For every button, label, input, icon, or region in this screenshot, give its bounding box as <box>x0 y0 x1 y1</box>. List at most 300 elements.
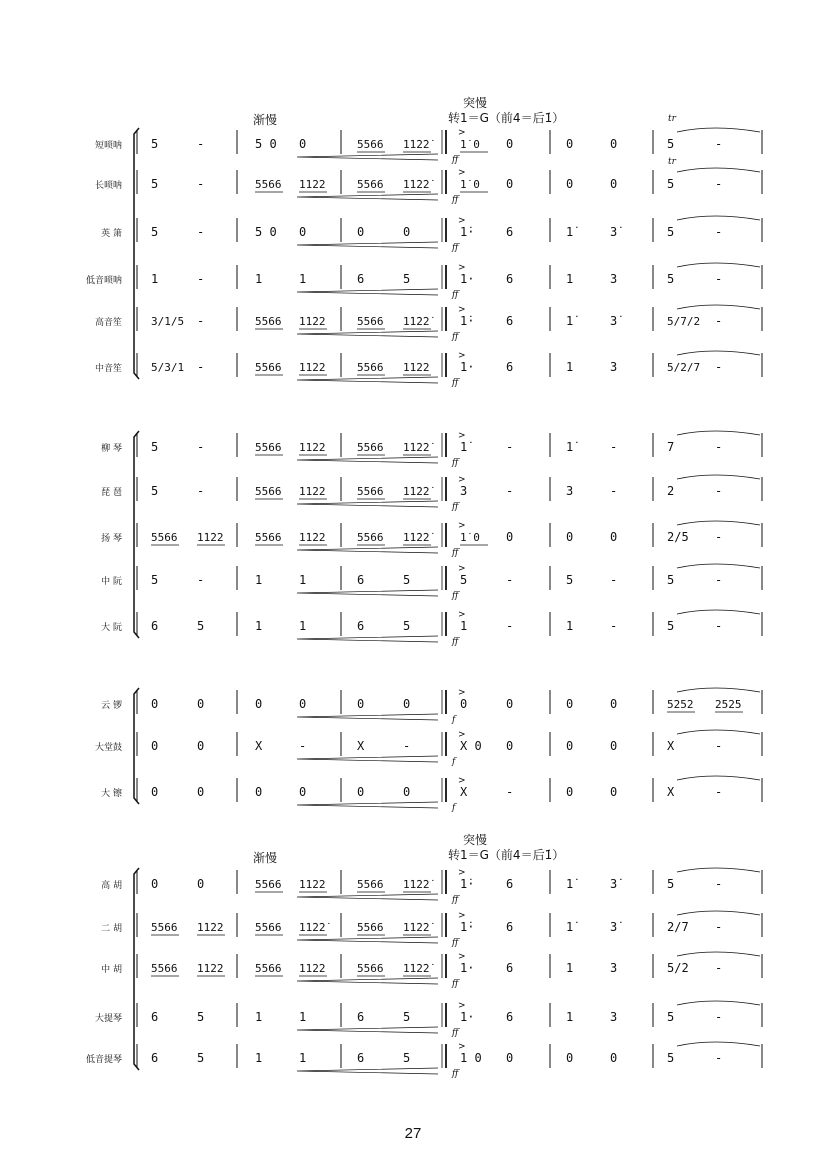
note-token: 1̇1̇2̇2̇ <box>403 962 430 975</box>
note-token: 1 <box>255 573 263 587</box>
crescendo-hairpin <box>297 289 438 295</box>
staff-row <box>86 1042 762 1079</box>
note-token: 6 <box>151 1010 159 1024</box>
note-token: 5252 <box>667 698 694 711</box>
staff-row <box>101 564 762 601</box>
instrument-label: 云 锣 <box>101 701 122 711</box>
note-token: 0 <box>151 739 159 753</box>
staff-row <box>95 305 762 342</box>
tie-slur <box>677 564 760 568</box>
note-token: 1̇1̇2̇2̇ <box>403 878 430 891</box>
note-token: 0 <box>506 697 514 711</box>
note-token: 1̇ <box>460 440 468 454</box>
note-token: 5 <box>667 619 675 633</box>
note-token: - <box>610 619 618 633</box>
instrument-label: 高 胡 <box>101 881 122 891</box>
note-token: 0 <box>506 1051 514 1065</box>
note-token: X <box>255 739 263 753</box>
note-token: - <box>715 272 723 286</box>
note-token: 0 <box>506 177 514 191</box>
accent-mark: > <box>458 216 466 226</box>
note-token: 5 <box>403 1010 411 1024</box>
note-token: 5566 <box>357 178 384 191</box>
note-token: 5566 <box>255 962 282 975</box>
note-token: 5566 <box>151 921 178 934</box>
note-token: 5566 <box>255 921 282 934</box>
tie-slur <box>677 610 760 614</box>
note-token: 1· <box>460 272 475 286</box>
note-token: 5 <box>403 1051 411 1065</box>
dynamic-mark: ff <box>452 591 459 601</box>
dynamic-mark: ff <box>452 637 459 647</box>
staff-row <box>101 868 762 905</box>
note-token: 5566 <box>357 315 384 328</box>
crescendo-hairpin <box>297 547 438 553</box>
note-token: 5 <box>460 573 468 587</box>
note-token: - <box>197 225 205 239</box>
note-token: - <box>610 484 618 498</box>
note-token: - <box>715 920 723 934</box>
note-token: 5566 <box>151 962 178 975</box>
note-token: 1̇ <box>566 440 574 454</box>
note-token: 6 <box>506 314 514 328</box>
instrument-group-bowed <box>86 868 762 1079</box>
note-token: 1 <box>255 1051 263 1065</box>
tie-slur <box>677 216 760 220</box>
accent-mark: > <box>458 776 466 786</box>
note-token: 5 <box>197 1051 205 1065</box>
note-token: 0 <box>610 1051 618 1065</box>
key-change-mark: 转1＝G（前4＝后1̇） <box>448 848 565 862</box>
note-token: 0 <box>566 697 574 711</box>
instrument-label: 中 阮 <box>101 577 122 587</box>
tie-slur <box>677 868 760 872</box>
instrument-label: 二 胡 <box>101 924 122 934</box>
note-token: 5 <box>403 573 411 587</box>
note-token: 5566 <box>357 921 384 934</box>
accent-mark: > <box>458 168 466 178</box>
note-token: 5566 <box>255 441 282 454</box>
note-token: 5566 <box>357 138 384 151</box>
group-bracket <box>134 128 139 379</box>
note-token: 1̇1̇2̇2̇ <box>403 921 430 934</box>
note-token: 3̇ <box>610 225 618 239</box>
crescendo-hairpin <box>297 636 438 642</box>
dynamic-mark: f <box>452 757 456 767</box>
note-token: 5 <box>667 137 675 151</box>
instrument-group-plucked <box>101 431 762 647</box>
instrument-label: 大堂鼓 <box>94 743 122 753</box>
note-token: - <box>715 360 723 374</box>
instrument-group-winds <box>86 128 762 388</box>
instrument-label: 长唢呐 <box>94 181 122 191</box>
note-token: 1̇ <box>566 920 574 934</box>
accent-mark: > <box>458 305 466 315</box>
note-token: - <box>197 484 205 498</box>
note-token: 5566 <box>255 485 282 498</box>
tie-slur <box>677 911 760 915</box>
note-token: 3 <box>460 484 468 498</box>
note-token: 1 <box>460 619 468 633</box>
tie-slur <box>677 688 760 692</box>
note-token: 0 <box>566 739 574 753</box>
note-token: 3 <box>610 1010 618 1024</box>
note-token: 1̇1̇22 <box>197 531 224 544</box>
note-token: 1122 <box>299 485 326 498</box>
dynamic-mark: ff <box>452 290 459 300</box>
instrument-label: 短唢呐 <box>94 141 122 151</box>
note-token: 1 <box>566 272 574 286</box>
tie-slur <box>677 431 760 435</box>
note-token: 1 <box>299 1051 307 1065</box>
note-token: - <box>197 573 205 587</box>
note-token: 3 <box>610 272 618 286</box>
note-token: - <box>715 137 723 151</box>
crescendo-hairpin <box>297 756 438 762</box>
note-token: 1 <box>299 573 307 587</box>
note-token: 1122 <box>299 441 326 454</box>
note-token: 0 <box>357 225 365 239</box>
page-number: 27 <box>404 1125 422 1142</box>
note-token: 1 0 <box>460 1051 482 1065</box>
note-token: 5566 <box>151 531 178 544</box>
accent-mark: > <box>458 688 466 698</box>
note-token: 1· <box>460 961 475 975</box>
note-token: 3̇ <box>610 314 618 328</box>
note-token: 1 <box>566 1010 574 1024</box>
dynamic-mark: ff <box>452 895 459 905</box>
note-token: 0 <box>610 697 618 711</box>
note-token: 1122 <box>299 962 326 975</box>
note-token: 0 <box>403 697 411 711</box>
note-token: 1̇· <box>460 877 475 891</box>
note-token: 1122 <box>299 178 326 191</box>
note-token: 5 <box>667 177 675 191</box>
staff-row <box>101 431 762 468</box>
note-token: 1̇ 0 <box>460 138 480 151</box>
dynamic-mark: ff <box>452 155 459 165</box>
tie-slur <box>677 263 760 267</box>
note-token: - <box>610 573 618 587</box>
dynamic-mark: ff <box>452 458 459 468</box>
note-token: 0 <box>151 697 159 711</box>
accent-mark: > <box>458 351 466 361</box>
note-token: 1 <box>255 272 263 286</box>
note-token: - <box>715 739 723 753</box>
note-token: 0 <box>197 785 205 799</box>
note-token: 0 <box>506 530 514 544</box>
note-token: - <box>197 177 205 191</box>
tempo-mark-sudden-slow: 突慢 <box>463 96 488 110</box>
note-token: 6 <box>506 272 514 286</box>
dynamic-mark: ff <box>452 195 459 205</box>
accent-mark: > <box>458 475 466 485</box>
note-token: 0 <box>506 137 514 151</box>
instrument-label: 低音提琴 <box>85 1055 122 1065</box>
dynamic-mark: ff <box>452 1069 459 1079</box>
instrument-label: 大提琴 <box>94 1014 122 1024</box>
accent-mark: > <box>458 610 466 620</box>
dynamic-mark: ff <box>452 1028 459 1038</box>
instrument-label: 中 胡 <box>101 965 122 975</box>
staff-row <box>95 128 762 165</box>
note-token: 1̇ <box>566 314 574 328</box>
note-token: 0 <box>566 177 574 191</box>
instrument-label: 琵 琶 <box>101 488 122 498</box>
note-token: 0 <box>197 697 205 711</box>
note-token: - <box>715 619 723 633</box>
note-token: 0 <box>197 739 205 753</box>
note-token: 0 <box>357 785 365 799</box>
crescendo-hairpin <box>297 194 438 200</box>
note-token: 1̇1̇2̇2̇ <box>403 178 430 191</box>
dynamic-mark: ff <box>452 502 459 512</box>
note-token: 3 <box>566 484 574 498</box>
note-token: 1̇1̇22 <box>197 921 224 934</box>
note-token: 5 <box>151 484 159 498</box>
note-token: 5 <box>667 272 675 286</box>
instrument-label: 大 镲 <box>101 789 122 799</box>
staff-row <box>101 688 762 725</box>
note-token: X <box>667 739 675 753</box>
accent-mark: > <box>458 911 466 921</box>
dynamic-mark: ff <box>452 979 459 989</box>
note-token: 0 <box>299 137 307 151</box>
instrument-label: 高音笙 <box>94 318 122 328</box>
tempo-mark-sudden-slow: 突慢 <box>463 833 488 847</box>
note-token: 0 <box>506 739 514 753</box>
crescendo-hairpin <box>297 937 438 943</box>
note-token: - <box>506 619 514 633</box>
note-token: 0 <box>255 697 263 711</box>
note-token: 0 <box>299 785 307 799</box>
note-token: 0 <box>197 877 205 891</box>
note-token: 0 <box>460 697 468 711</box>
accent-mark: > <box>458 1042 466 1052</box>
note-token: 1̇1̇2̇2̇ <box>403 441 430 454</box>
chord-note: 3/1/5 <box>151 315 185 328</box>
note-token: 1̇1̇2̇2̇ <box>403 138 430 151</box>
note-token: 6 <box>357 1010 365 1024</box>
note-token: 1 <box>151 272 159 286</box>
tempo-mark-ritardando: 渐慢 <box>253 851 278 865</box>
note-token: - <box>715 1010 723 1024</box>
note-token: 0 <box>255 785 263 799</box>
tie-slur <box>677 351 760 355</box>
note-token: 0 <box>610 530 618 544</box>
note-token: 1 <box>299 619 307 633</box>
note-token: 0 <box>610 785 618 799</box>
note-token: - <box>715 530 723 544</box>
tie-slur <box>677 305 760 309</box>
note-token: 1̇· <box>460 920 475 934</box>
note-token: 3 <box>610 360 618 374</box>
chord-note: 2/7 <box>667 920 689 934</box>
trill-mark: tr <box>668 114 676 124</box>
tie-slur <box>677 128 760 132</box>
note-token: - <box>715 440 723 454</box>
note-token: 1̇1̇2̇2̇ <box>403 315 430 328</box>
note-token: 1̇1̇22 <box>299 315 326 328</box>
note-token: 0 <box>566 530 574 544</box>
note-token: 5566 <box>255 878 282 891</box>
note-token: 6 <box>151 619 159 633</box>
staff-row <box>101 952 762 989</box>
note-token: X <box>357 739 365 753</box>
note-token: - <box>299 739 307 753</box>
staff-row <box>101 911 762 948</box>
instrument-label: 中音笙 <box>94 364 122 374</box>
note-token: 1̇· <box>460 225 475 239</box>
instrument-group-percussion <box>95 688 762 813</box>
accent-mark: > <box>458 868 466 878</box>
note-token: - <box>715 1051 723 1065</box>
note-token: 0 <box>403 225 411 239</box>
note-token: - <box>197 440 205 454</box>
tie-slur <box>677 776 760 780</box>
staff-row <box>101 776 762 813</box>
note-token: 5566 <box>357 878 384 891</box>
note-token: - <box>403 739 411 753</box>
note-token: 1 <box>255 619 263 633</box>
staff-row <box>101 216 762 253</box>
note-token: - <box>715 484 723 498</box>
accent-mark: > <box>458 128 466 138</box>
note-token: 5 <box>151 177 159 191</box>
staff-row <box>86 263 762 300</box>
note-token: 5566 <box>255 315 282 328</box>
note-token: 5566 <box>357 441 384 454</box>
instrument-label: 扬 琴 <box>101 534 122 544</box>
note-token: 2 <box>667 484 675 498</box>
note-token: 5 <box>667 225 675 239</box>
instrument-label: 英 箫 <box>101 229 122 239</box>
note-token: - <box>715 177 723 191</box>
chord-note: 2/5 <box>667 530 689 544</box>
staff-row <box>95 730 762 767</box>
staff-row <box>101 475 762 512</box>
note-token: X 0 <box>460 739 482 753</box>
note-token: X <box>460 785 468 799</box>
tie-slur <box>677 1001 760 1005</box>
accent-mark: > <box>458 1001 466 1011</box>
tie-slur <box>677 521 760 525</box>
crescendo-hairpin <box>297 154 438 160</box>
note-token: 5566 <box>357 485 384 498</box>
tie-slur <box>677 475 760 479</box>
note-token: 6 <box>506 1010 514 1024</box>
note-token: 3̇ <box>610 920 618 934</box>
dynamic-mark: ff <box>452 243 459 253</box>
crescendo-hairpin <box>297 501 438 507</box>
trill-mark: tr <box>668 157 676 167</box>
tie-slur <box>677 1042 760 1046</box>
note-token: - <box>715 573 723 587</box>
note-token: 6 <box>506 877 514 891</box>
note-token: 0 <box>566 1051 574 1065</box>
note-token: 0 <box>610 739 618 753</box>
note-token: 7 <box>667 440 675 454</box>
note-token: - <box>197 360 205 374</box>
note-token: 1 <box>566 619 574 633</box>
note-token: 1̇ 0 <box>460 178 480 191</box>
note-token: 0 <box>610 137 618 151</box>
tie-slur <box>677 952 760 956</box>
dynamic-mark: ff <box>452 332 459 342</box>
dynamic-mark: ff <box>452 378 459 388</box>
note-token: 6 <box>357 272 365 286</box>
key-change-mark: 转1＝G（前4＝后1̇） <box>448 111 565 125</box>
crescendo-hairpin <box>297 978 438 984</box>
note-token: 5 <box>151 573 159 587</box>
note-token: - <box>506 484 514 498</box>
note-token: 1122 <box>299 361 326 374</box>
accent-mark: > <box>458 263 466 273</box>
note-token: 6 <box>506 360 514 374</box>
note-token: 6 <box>357 619 365 633</box>
note-token: 5 <box>151 225 159 239</box>
staff-row <box>101 610 762 647</box>
crescendo-hairpin <box>297 242 438 248</box>
note-token: 1122 <box>403 361 430 374</box>
crescendo-hairpin <box>297 457 438 463</box>
note-token: 5 <box>667 1010 675 1024</box>
note-token: 6 <box>357 1051 365 1065</box>
note-token: 1· <box>460 1010 475 1024</box>
note-token: - <box>506 785 514 799</box>
note-token: 5 <box>151 440 159 454</box>
note-token: 1̇ <box>566 225 574 239</box>
note-token: 5566 <box>357 962 384 975</box>
note-token: 1̇· <box>460 314 475 328</box>
instrument-label: 低音唢呐 <box>85 276 122 286</box>
note-token: 5 <box>566 573 574 587</box>
note-token: 5566 <box>255 531 282 544</box>
note-token: 3̇ <box>610 877 618 891</box>
note-token: 6 <box>506 920 514 934</box>
note-token: 6 <box>506 961 514 975</box>
staff-row <box>95 1001 762 1038</box>
staff-row <box>95 351 762 388</box>
note-token: 0 <box>299 225 307 239</box>
chord-note: 5/7/2 <box>667 315 701 328</box>
chord-note: 5/3/1 <box>151 361 185 374</box>
note-token: 6 <box>506 225 514 239</box>
note-token: 1̇1̇2̇2̇ <box>403 485 430 498</box>
note-token: - <box>715 225 723 239</box>
note-token: 5 0 <box>255 225 277 239</box>
note-token: 1 <box>255 1010 263 1024</box>
dynamic-mark: ff <box>452 548 459 558</box>
crescendo-hairpin <box>297 714 438 720</box>
note-token: - <box>715 877 723 891</box>
accent-mark: > <box>458 431 466 441</box>
crescendo-hairpin <box>297 1068 438 1074</box>
crescendo-hairpin <box>297 377 438 383</box>
note-token: 5566 <box>357 361 384 374</box>
note-token: 6 <box>151 1051 159 1065</box>
note-token: 0 <box>566 137 574 151</box>
chord-note: 5/2/7 <box>667 361 701 374</box>
note-token: 1 <box>299 272 307 286</box>
note-token: 5 <box>403 619 411 633</box>
note-token: - <box>715 961 723 975</box>
note-token: 1̇1̇2̇2̇ <box>403 531 430 544</box>
note-token: 0 <box>566 785 574 799</box>
note-token: 5 <box>403 272 411 286</box>
note-token: 5 <box>197 1010 205 1024</box>
accent-mark: > <box>458 521 466 531</box>
